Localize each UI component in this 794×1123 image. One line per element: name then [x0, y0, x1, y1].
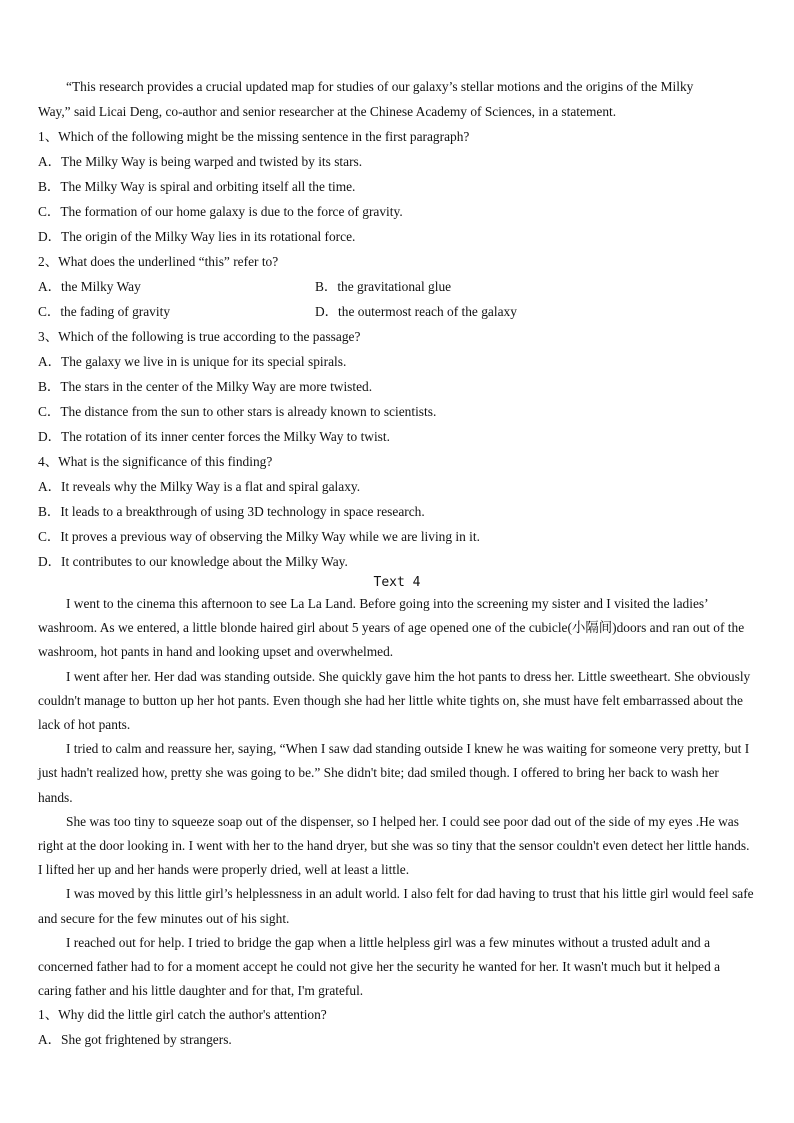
question-1 — [38, 124, 756, 249]
question-2 — [38, 249, 756, 324]
option-d: D．The rotation of its inner center forces the Milky Way to twist. — [38, 429, 390, 444]
option-a: A．The Milky Way is being warped and twisted by its stars. — [38, 154, 363, 169]
passage-paragraph-5: I was moved by this little girl’s helplessness in an adult world. I also felt for dad having to trust that his little girl would feel safe and secure for the few minutes out of his sight. — [38, 886, 754, 926]
option-c: C．The distance from the sun to other stars is already known to scientists. — [38, 404, 437, 419]
option-a: A．the Milky Way — [38, 279, 141, 294]
option-d: D．It contributes to our knowledge about the Milky Way. — [38, 554, 348, 569]
option-c: C．The formation of our home galaxy is due to the force of gravity. — [38, 204, 403, 219]
options-row-ab — [38, 274, 756, 299]
option-a: A．The galaxy we live in is unique for its special spirals. — [38, 354, 347, 369]
section-heading: Text 4 — [373, 575, 421, 590]
passage-paragraph-4: She was too tiny to squeeze soap out of the dispenser, so I helped her. I could see poor dad out of the side of my eyes .He was right at the door looking in. I went with her to the hand dryer, but she was so tiny that the sensor couldn't even detect her little hands. I lifted her up and her hands were properly dried, well at least a little. — [38, 813, 750, 878]
question-stem: 3、Which of the following is true according to the passage? — [38, 329, 361, 344]
text-4-passage — [38, 574, 756, 1052]
options-row-cd — [38, 299, 756, 324]
option-a: A．It reveals why the Milky Way is a flat and spiral galaxy. — [38, 479, 361, 494]
option-b: B．It leads to a breakthrough of using 3D technology in space research. — [38, 504, 425, 519]
passage-paragraph-2: I went after her. Her dad was standing outside. She quickly gave him the hot pants to dress her. Little sweetheart. She obviously couldn't manage to button up her hot pants. Even though she had her little white tights on, she must have felt embarrassed about the lack of hot pants. — [38, 668, 751, 733]
option-d: D．The origin of the Milky Way lies in its rotational force. — [38, 229, 356, 244]
question-stem: 2、What does the underlined “this” refer to? — [38, 254, 279, 269]
option-b: B．the gravitational glue — [315, 279, 452, 294]
passage-paragraph-6: I reached out for help. I tried to bridge the gap when a little helpless girl was a few minutes without a trusted adult and a concerned father had to for a moment accept he could not give her the security he wanted for her. It wasn't much but it helped a caring father and his little daughter and for that, I'm grateful. — [38, 934, 721, 999]
option-b: B．The stars in the center of the Milky Way are more twisted. — [38, 379, 373, 394]
passage-paragraph-3: I tried to calm and reassure her, saying, “When I saw dad standing outside I knew he was waiting for someone very pretty, but I just hadn't realized how, pretty she was going to be.” She didn't bite; dad smiled though. I offered to bring her back to wash her hands. — [38, 741, 750, 805]
intro-paragraph — [38, 74, 756, 124]
option-a: A．She got frightened by strangers. — [38, 1031, 232, 1047]
question-stem: 1、Why did the little girl catch the author's attention? — [38, 1007, 327, 1023]
intro-line-2: Way,” said Licai Deng, co-author and senior researcher at the Chinese Academy of Sciences, in a statement. — [38, 104, 617, 119]
intro-line-1: “This research provides a crucial updated map for studies of our galaxy’s stellar motions and the origins of the Milky — [66, 79, 694, 94]
option-b: B．The Milky Way is spiral and orbiting itself all the time. — [38, 179, 356, 194]
option-d: D．the outermost reach of the galaxy — [315, 304, 517, 319]
option-c: C．the fading of gravity — [38, 304, 171, 319]
document-page — [38, 74, 756, 1052]
question-stem: 4、What is the significance of this finding? — [38, 454, 273, 469]
question-3 — [38, 324, 756, 449]
passage-paragraph-1: I went to the cinema this afternoon to see La La Land. Before going into the screening my sister and I visited the ladies’ washroom. As we entered, a little blonde haired girl about 5 years of age opened one of the cubicle(小隔间)doors and ran out of the washroom, hot pants in hand and looking upset and overwhelmed. — [38, 596, 745, 660]
question-stem: 1、Which of the following might be the missing sentence in the first paragraph? — [38, 129, 470, 144]
question-4 — [38, 449, 756, 574]
option-c: C．It proves a previous way of observing the Milky Way while we are living in it. — [38, 529, 480, 544]
